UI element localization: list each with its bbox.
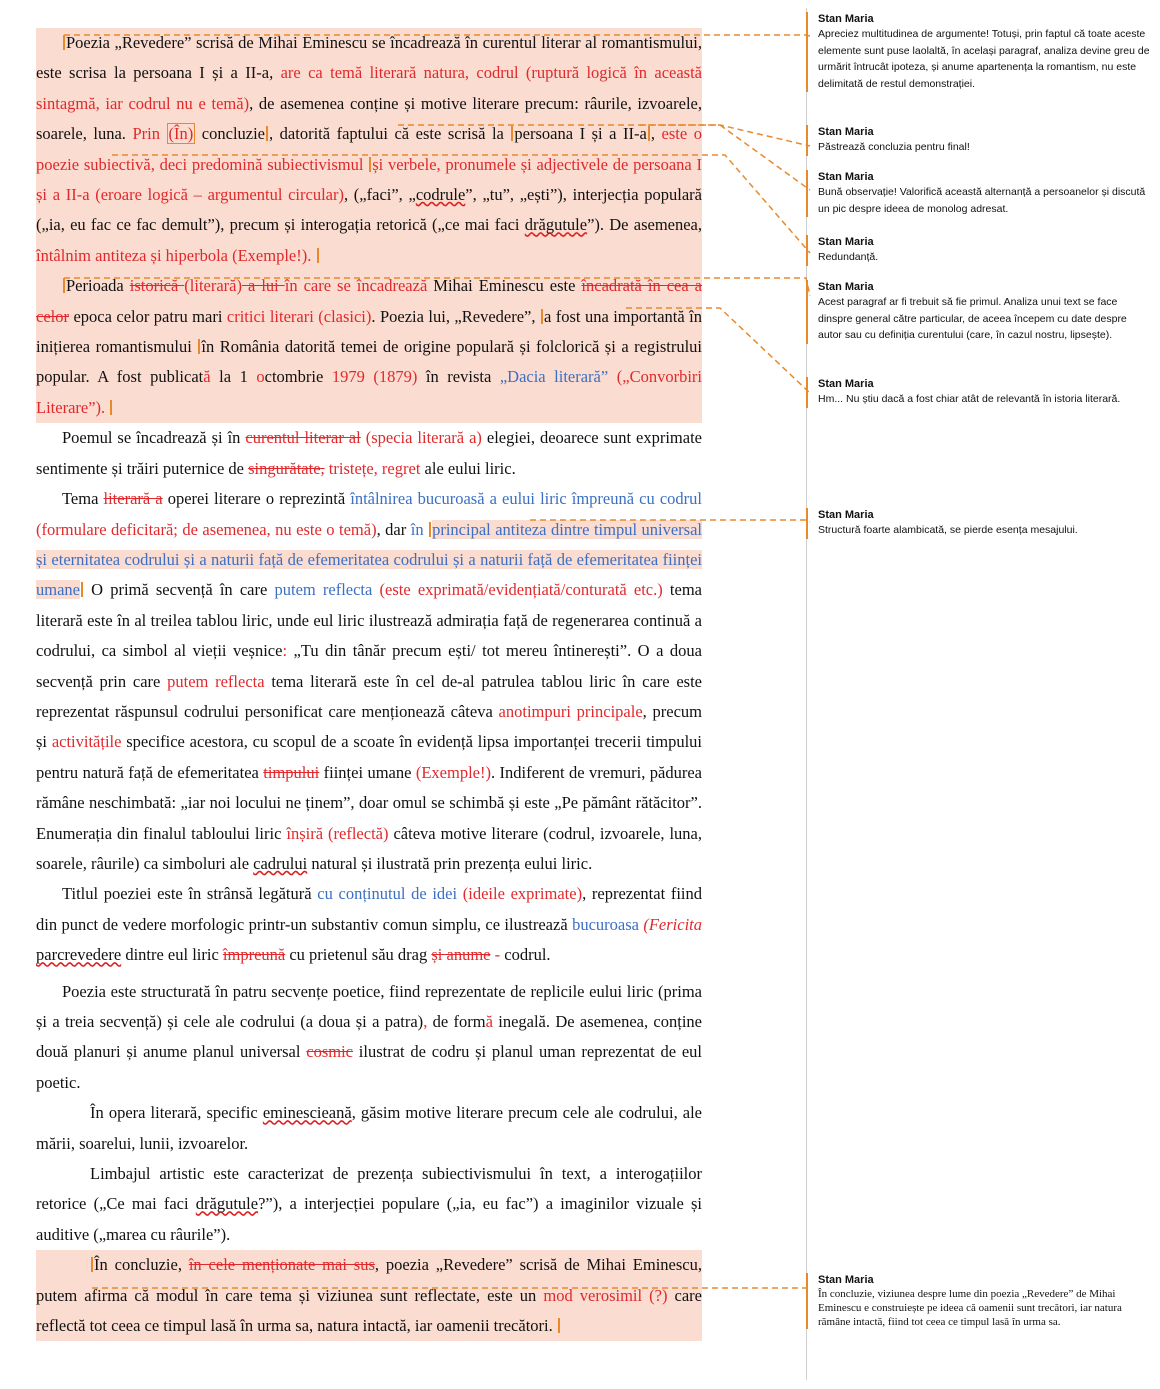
moved-text: cu conținutul de idei	[317, 884, 458, 904]
text-run: codrul.	[500, 945, 551, 965]
comment-author: Stan Maria	[818, 13, 874, 25]
text-run: natural și ilustrată prin prezența eului liric.	[307, 853, 593, 873]
text-run: , găsim motive literare precum cele ale codrului, ale mării, soarelui, lunii, izvoarelor.	[36, 1103, 703, 1153]
text-run: câteva motive literare (codrul, izvoarele, luna, soarele, râurile) ca simboluri ale	[36, 823, 702, 873]
text-run: Poezia este structurată în patru secvențe poetice, fiind reprezentate de replicile eului liric (prima și a treia secvență) și cele ale codrului (a doua și a patra)	[36, 981, 702, 1031]
comment-text: Bună observație! Valorifică această alternanță a persoanelor și discută un pic despre ideea de monolog adresat.	[818, 186, 1146, 215]
deleted-text: și anume	[431, 945, 491, 965]
text-run: Mihai Eminescu este	[427, 276, 582, 296]
text-run: ale eului liric.	[420, 458, 516, 478]
text-run: , („faci”, „	[343, 185, 416, 205]
connector-line	[530, 520, 810, 522]
text-run: ,	[650, 124, 662, 144]
comment-author: Stan Maria	[818, 378, 874, 390]
connector-line	[92, 1288, 810, 1289]
text-run: . Poezia lui, „Revedere”,	[371, 306, 540, 326]
inserted-text: înșiră (reflectă)	[286, 823, 389, 843]
comment-text: Acest paragraf ar fi trebuit să fie primul. Analiza unui text se face dinspre general către particular, de aceea începem cu date despre autor sau cu definiția curentului (care, în cazul nostru, lipsește).	[818, 296, 1127, 341]
text-run: care reflectă tot ceea ce timpul lasă în urma sa, natura intactă, iar oamenii trecători.	[36, 1285, 702, 1336]
inserted-text: Prin	[132, 124, 167, 144]
text-run: specifice acestora, cu scopul de a scoate în evidență lipsa importanței trecerii timpului pentru natură față de efemeritatea	[36, 732, 702, 782]
comment-author: Stan Maria	[818, 126, 874, 138]
text-run: elegiei, deoarece sunt exprimate sentimente și trăiri puternice de	[36, 428, 702, 478]
text-run: epoca celor patru mari	[68, 306, 227, 326]
inserted-text: -	[494, 945, 501, 965]
text-run: „Tu din tânăr precum ești/ tot mereu întinerești”. O a doua secvență prin care	[36, 641, 702, 691]
comment-text: Păstrează concluzia pentru final!	[818, 141, 970, 153]
text-run: O primă secvență în care	[83, 580, 275, 600]
inserted-text: tristețe, regret	[328, 458, 421, 478]
text-run: , precum și	[36, 701, 702, 752]
moved-text: în	[410, 519, 429, 539]
deleted-text: timpului	[263, 762, 320, 782]
misspelled-word: eminescieană	[262, 1103, 352, 1123]
comment-text: În concluzie, viziunea despre lume din poezia „Revedere” de Mihai Eminescu e construiește pe ideea că oamenii sunt trecători, iar natura rămâne intactă, fiind tot ceea ce timpul lasă în urma sa.	[818, 1288, 1122, 1328]
comment-author: Stan Maria	[818, 1274, 874, 1286]
inserted-text: (ideile exprimate)	[462, 884, 583, 904]
misspelled-word: cadrului	[253, 853, 308, 873]
text-run: , reprezentat fiind din punct de vedere morfologic printr-un substantiv comun simplu, ce ilustrează	[36, 884, 702, 934]
text-run: inegală. De asemenea, conține două planuri și anume planul universal	[36, 1012, 702, 1062]
text-run: Limbajul artistic este caracterizat de prezența subiectivismului în text, a interogațiilor retorice („Ce mai faci	[36, 1164, 702, 1214]
inserted-text: este o poezie subiectivă, deci predomină subiectivismul	[36, 124, 702, 174]
text-run: concluzie	[195, 124, 266, 144]
misspelled-word: parcrevedere	[36, 945, 122, 965]
text-run: a fost una importantă în inițierea romantismului	[36, 306, 703, 357]
inserted-text: activitățile	[51, 732, 122, 752]
comment-text: Hm... Nu știu dacă a fost chiar atât de relevantă în istoria literară.	[818, 393, 1121, 405]
text-run: , datorită faptului că este scrisă la	[269, 124, 511, 144]
deleted-text: curentul literar al	[245, 428, 361, 448]
text-run: persoana I și a II-a	[514, 124, 647, 144]
inserted-text: :	[282, 641, 288, 661]
inserted-text: și verbele, pronumele și adjectivele de persoana I și a II-a (eroare logică – argumentul circular)	[36, 154, 702, 205]
inserted-text: (specia literară a)	[365, 428, 482, 448]
text-run: . Indiferent de vremuri, pădurea rămâne neschimbată: „iar noi locului ne ținem”, doar omul se schimbă și este „Pe pământ rătăcitor”. Enumerația din finalul tabloului liric	[36, 762, 702, 843]
text-run: la 1	[210, 367, 257, 387]
inserted-text: 1979 (1879)	[331, 367, 418, 387]
text-run: Poemul se încadrează și în	[62, 428, 246, 448]
text-run: în revista	[417, 367, 500, 387]
text-run: operei literare o reprezintă	[162, 489, 351, 509]
comment-author: Stan Maria	[818, 281, 874, 293]
inserted-text: în care se încadrează	[284, 276, 428, 296]
text-run: ?”), a interjecției populare („ia, eu fac”) a imaginilor vizuale și auditive („marea cu râurile”).	[36, 1194, 702, 1244]
text-run: în România datorită temei de origine populară și folclorică și a registrului popular. A fost publicat	[36, 337, 703, 387]
inserted-text: (În)	[168, 124, 194, 144]
inserted-text: (formulare deficitară; de asemenea, nu este o temă)	[36, 519, 377, 539]
text-run: ctombrie	[264, 367, 332, 387]
inserted-text: ă	[203, 367, 211, 387]
connector-line	[398, 125, 810, 146]
inserted-text: (Fericita	[643, 914, 703, 934]
inserted-text: putem reflecta	[167, 671, 265, 691]
inserted-text: (este exprimată/evidențiată/conturată etc.)	[379, 580, 663, 600]
text-run: cu prietenul său drag	[285, 945, 432, 965]
deleted-text: încadrată în cea a celor	[36, 276, 702, 326]
text-run: Poezia „Revedere” scrisă de Mihai Eminescu se încadrează în curentul literar al romantismului, este scrisa la persoana I și a II-a,	[36, 33, 702, 83]
misspelled-word: drăgutule	[195, 1194, 259, 1214]
inserted-text: critici literari (clasici)	[226, 306, 372, 326]
text-run: , dar	[376, 519, 411, 539]
moved-text: întâlnirea bucuroasă a eului liric împreună cu codrul	[350, 489, 702, 509]
text-run: ”). De asemenea,	[587, 215, 702, 235]
comment-text: Apreciez multitudinea de argumente! Totuși, prin faptul că toate aceste elemente sunt puse laolaltă, în același paragraf, analiza devine greu de urmărit întrucât ipoteza, și anume apartenența la romantism, nu este delimitată de restul demonstrației.	[818, 28, 1150, 90]
text-run: tema literară este în cel de-al patrulea tablou liric în care este reprezentat răspunsul codrului personificat care menționează câteva	[36, 671, 702, 721]
comment-author: Stan Maria	[818, 509, 874, 521]
connector-line	[626, 308, 810, 393]
text-run: de form	[427, 1012, 486, 1031]
deleted-text: literară a	[103, 489, 163, 509]
inserted-text: (literară)	[184, 276, 242, 296]
comment-author: Stan Maria	[818, 171, 874, 183]
comment-text: Redundanță.	[818, 251, 879, 263]
text-run: ”, „tu”, „ești”), interjecția populară („ia, eu fac ce fac demult”), precum și interogația retorică („ce mai faci	[36, 185, 702, 235]
connector-line	[640, 125, 810, 190]
inserted-text: ă	[485, 1012, 493, 1031]
moved-text: principal antiteza dintre timpul universal și eternitatea codrului și a naturii față de efemeritatea codrului și a naturii față de efemeritatea ființei umane	[36, 519, 703, 600]
inserted-text: (Exemple!)	[415, 762, 491, 782]
moved-text: „Dacia literară”	[499, 367, 609, 387]
inserted-text: are ca temă literară natura, codrul (ruptură logică în această sintagmă, iar codrul nu e temă)	[36, 63, 702, 113]
moved-text: putem reflecta	[274, 580, 373, 600]
deleted-text: împreună	[222, 945, 286, 965]
misspelled-word: drăgutule	[524, 215, 588, 235]
connector-line	[64, 278, 810, 296]
text-run: În concluzie,	[94, 1255, 189, 1275]
inserted-text: întâlnim antiteza și hiperbola (Exemple!).	[36, 245, 312, 265]
inserted-text: mod verosimil (?)	[543, 1285, 668, 1305]
deleted-text: în cele menționate mai sus	[188, 1255, 375, 1275]
misspelled-word: codrule	[415, 185, 466, 205]
connector-line	[64, 35, 810, 36]
text-run: , poezia „Revedere” scrisă de Mihai Eminescu, putem afirma că modul în care tema și viziunea sunt reflectate, este un	[36, 1255, 702, 1305]
text-run: Titlul poeziei este în strânsă legătură	[62, 884, 318, 904]
deleted-text: singurătate,	[248, 458, 325, 478]
text-run: ilustrat de codru și planul uman reprezentat de eul poetic.	[36, 1042, 702, 1092]
connector-line	[112, 155, 810, 253]
text-run: , de asemenea conține și motive literare precum: râurile, izvoarele, soarele, luna.	[36, 93, 702, 144]
inserted-text: („Convorbiri Literare”).	[36, 367, 702, 417]
deleted-text: a lui	[242, 276, 285, 296]
inserted-text: o	[256, 367, 265, 387]
text-run: ființei umane	[319, 762, 416, 782]
deleted-text: cosmic	[306, 1042, 354, 1062]
text-run: tema literară este în al treilea tablou liric, unde eul liric ilustrează admirația față de regenerarea continuă a codrului, ca simbol al vieții veșnice	[36, 580, 702, 661]
text-run: În opera literară, specific	[90, 1103, 263, 1123]
text-run: dintre eul liric	[121, 945, 223, 965]
text-run: Perioada	[66, 276, 130, 296]
inserted-text: ,	[423, 1012, 428, 1031]
text-run: Tema	[62, 489, 104, 509]
comment-text: Structură foarte alambicată, se pierde esența mesajului.	[818, 524, 1078, 536]
deleted-text: istorică	[129, 276, 185, 296]
comment-author: Stan Maria	[818, 236, 874, 248]
moved-text: bucuroasa	[572, 914, 639, 934]
inserted-text: anotimpuri principale	[498, 701, 643, 721]
